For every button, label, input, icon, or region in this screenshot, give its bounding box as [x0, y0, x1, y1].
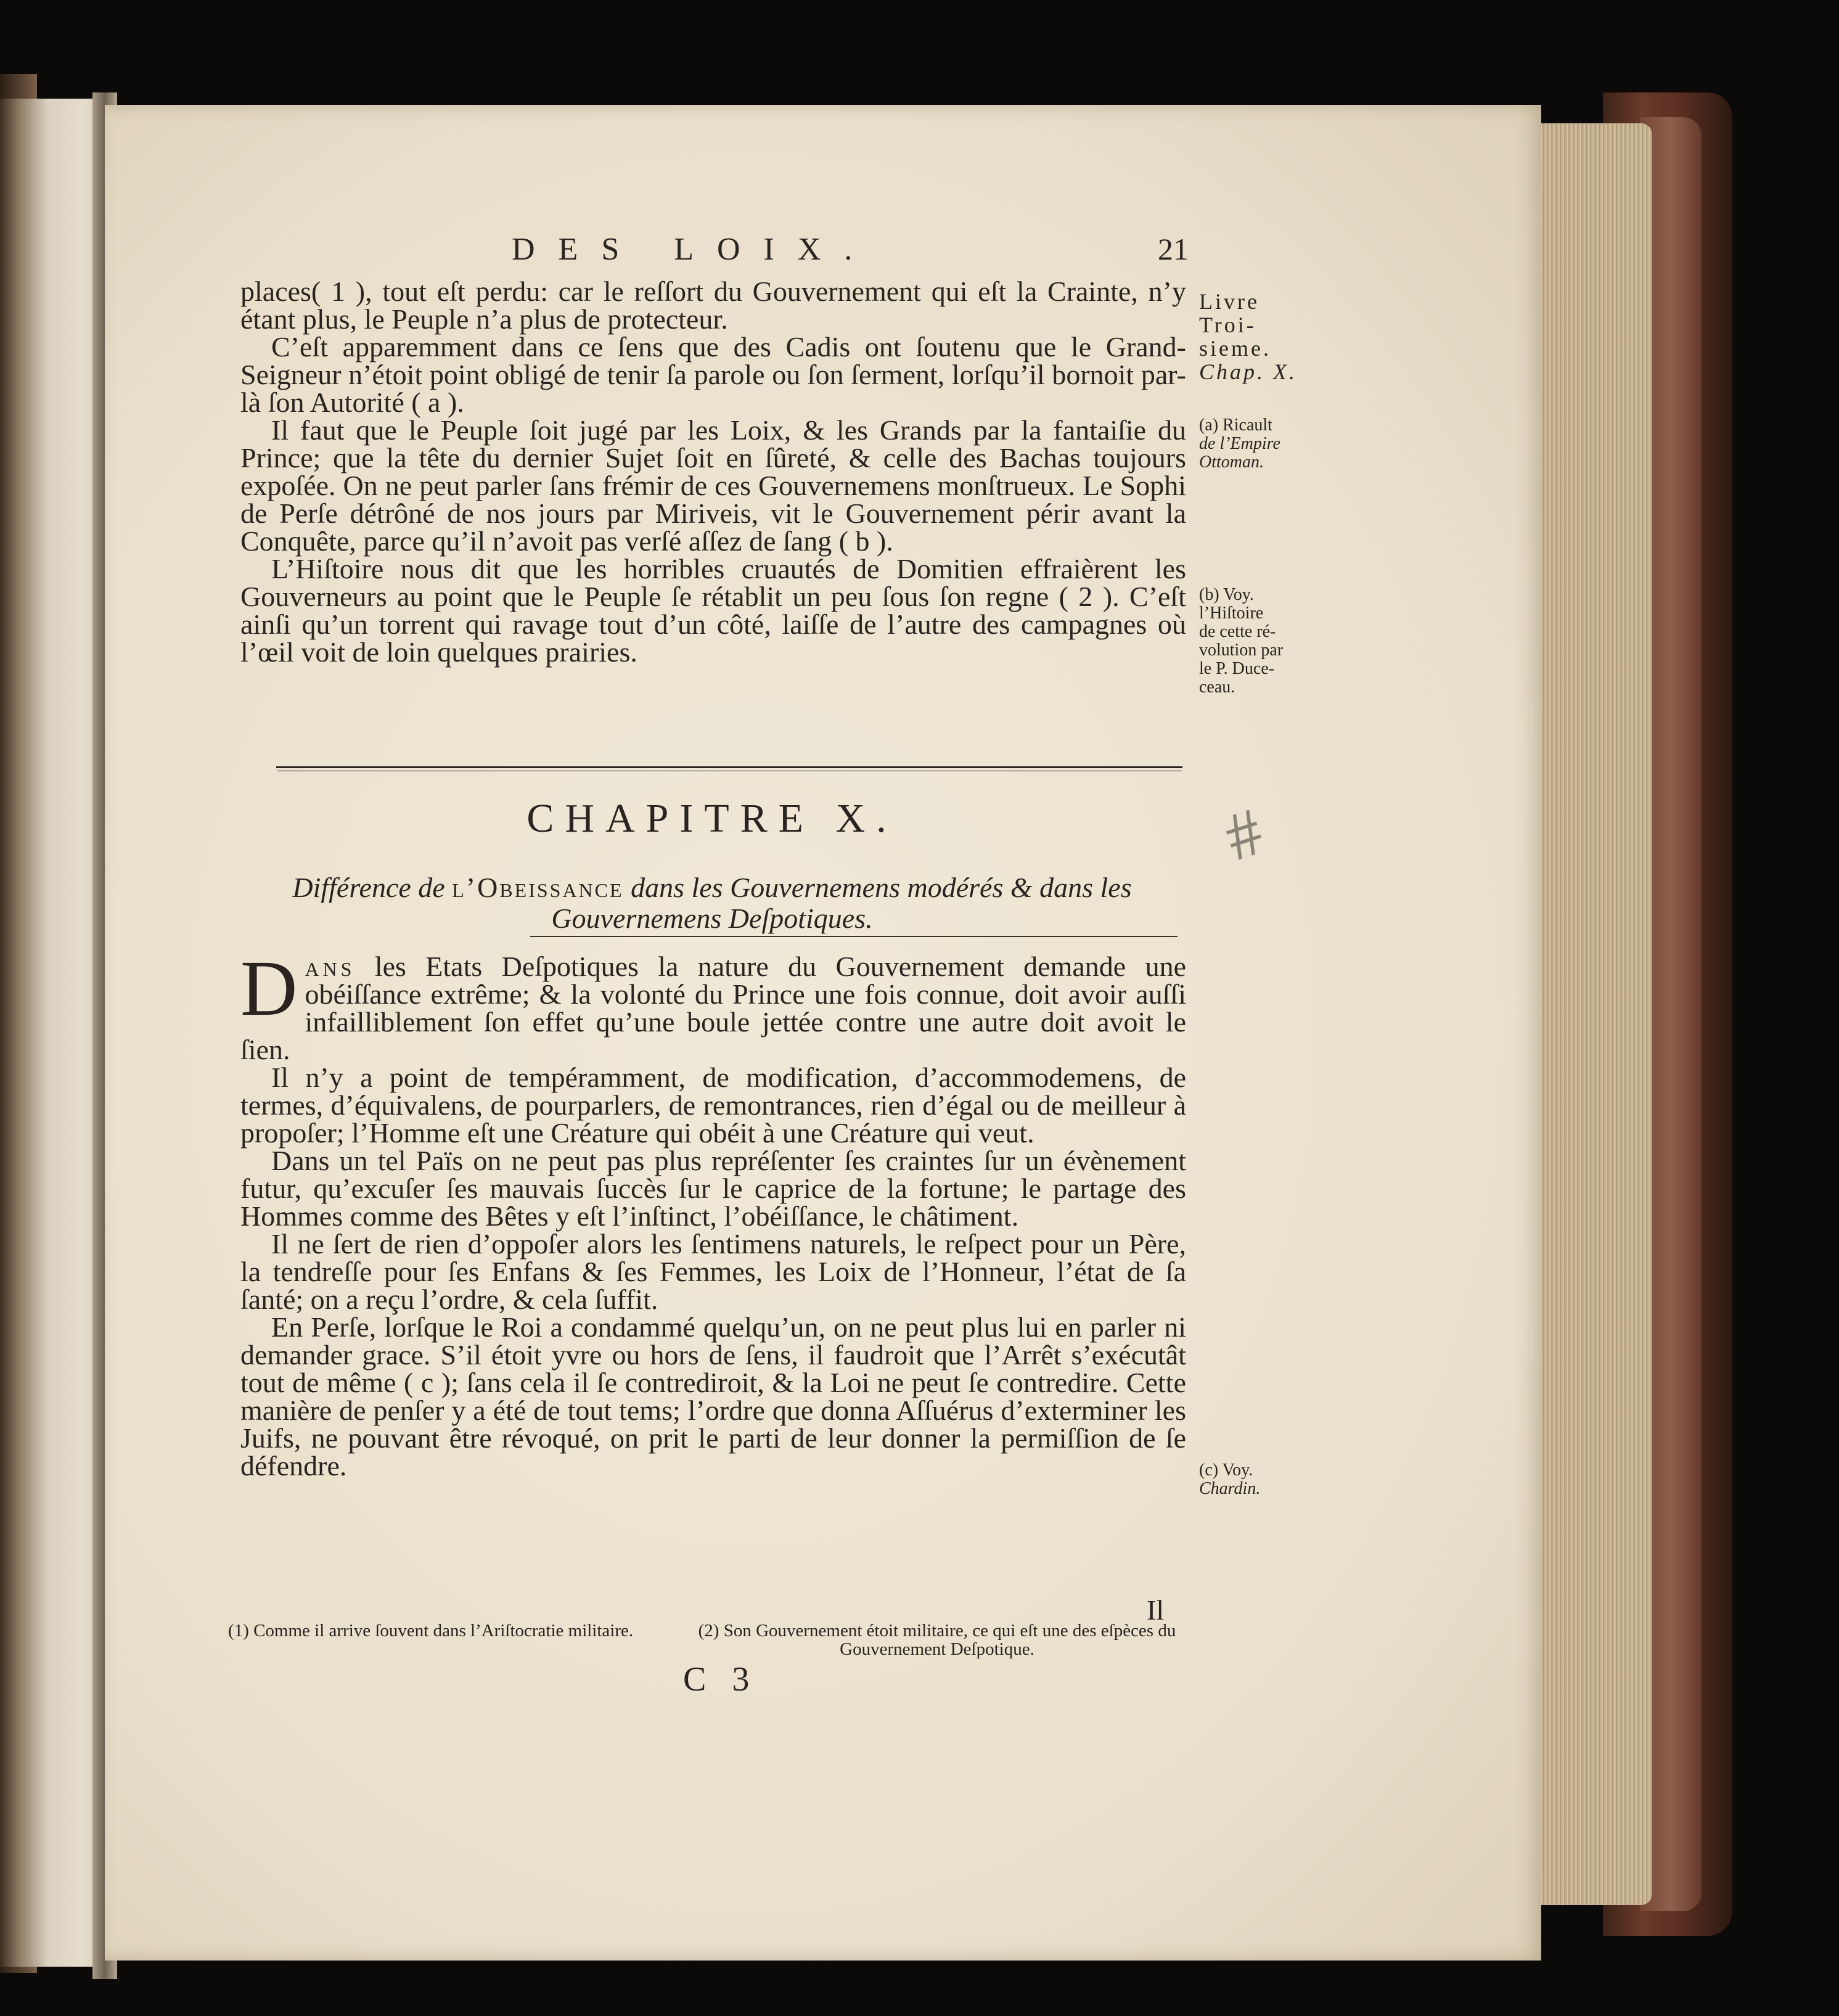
paragraph: Il n’y a point de tempéramment, de modification, d’accommodemens, de termes, d’équivalens, de pourparlers, de remontrances, rien d’égal ou de meilleur à propoſer; l’Homme eſt une Créature qui obéit à une Créature qui veut.	[240, 1062, 1186, 1149]
margin-line: Livre	[1199, 289, 1259, 314]
pencil-mark: #	[1216, 793, 1272, 875]
drop-cap: D	[240, 944, 298, 1032]
margin-line: (b) Voy.	[1199, 585, 1254, 604]
paragraph-text: les Etats Deſpotiques la nature du Gouvernement demande une obéiſſance extrême; & la volonté du Prince une fois connue, doit avoir auſſi infailliblement ſon effet qu’une boule jettée contre une autre doit avoit le ſien.	[240, 951, 1186, 1065]
footnote-1: (1) Comme il arrive ſouvent dans l’Ariſtocratie militaire.	[228, 1621, 634, 1641]
top-text-block	[240, 277, 1186, 666]
margin-line: Troi-	[1199, 313, 1256, 337]
margin-line: le P. Duce-	[1199, 659, 1275, 678]
margin-line: (a) Ricault	[1199, 416, 1272, 435]
margin-line: de cette ré-	[1199, 622, 1276, 641]
running-head: DES LOIX.	[512, 232, 876, 267]
margin-line: Ottoman.	[1199, 453, 1264, 472]
paragraph: Dans un tel Païs on ne peut pas plus repréſenter ſes craintes ſur un évènement futur, qu’excuſer ſes mauvais ſuccès ſur le caprice de la fortune; le partage des Hommes comme des Bêtes y eſt l’inſtinct, l’obéiſſance, le châtiment.	[240, 1145, 1186, 1232]
paragraph: L’Hiſtoire nous dit que les horribles cruautés de Domitien effraièrent les Gouverneurs au point que le Peuple ſe rétablit un peu ſous ſon regne ( 2 ). C’eſt ainſi qu’un torrent qui ravage tout d’un côté, laiſſe de l’autre des campagnes où l’œil voit de loin quelques prairies.	[240, 553, 1186, 668]
margin-note-b	[1199, 586, 1316, 697]
signature-mark: C 3	[683, 1660, 758, 1698]
paragraph: C’eſt apparemment dans ce ſens que des Cadis ont ſoutenu que le Grand-Seigneur n’étoit point obligé de tenir ſa parole ou ſon ſerment, lorſqu’il bornoit par-là ſon Autorité ( a ).	[240, 331, 1186, 418]
subtitle-smallcaps: l’Obeissance	[452, 872, 624, 903]
margin-line: volution par	[1199, 641, 1284, 660]
paragraph: En Perſe, lorſque le Roi a condammé quelqu’un, on ne peut plus lui en parler ni demander grace. S’il étoit yvre ou hors de ſens, il faudroit que l’Arrêt s’exécutât tout de même ( c ); ſans cela il ſe contrediroit, & la Loi ne peut ſe contredire. Cette manière de penſer y a été de tout tems; l’ordre que donna Aſſuérus d’exterminer les Juifs, ne pouvant être révoqué, on prit le parti de leur donner la permiſſion de ſe défendre.	[240, 1311, 1186, 1481]
section-rule	[276, 766, 1182, 768]
paragraph: places( 1 ), tout eſt perdu: car le reſſort du Gouvernement qui eſt la Crainte, n’y étant plus, le Peuple n’a plus de protecteur.	[240, 276, 1186, 335]
margin-line: l’Hiſtoire	[1199, 604, 1264, 623]
subtitle-part: Différence de	[292, 872, 453, 903]
chapter-text-block	[240, 944, 1186, 1481]
chapter-title: CHAPITRE X.	[526, 796, 898, 841]
footnote-2: (2) Son Gouvernement étoit militaire, ce qui eſt une des eſpèces du Gouvernement Deſpotique.	[698, 1621, 1176, 1659]
paragraph	[240, 944, 1186, 1065]
margin-line: sieme.	[1199, 336, 1271, 361]
paragraph: Il faut que le Peuple ſoit jugé par les Loix, & les Grands par la fantaiſie du Prince; que la tête du dernier Sujet ſoit en ſûreté, & celle des Bachas toujours expoſée. On ne peut parler ſans frémir de ces Gouvernemens monſtrueux. Le Sophi de Perſe détrôné de nos jours par Miriveis, vit le Gouvernement périr avant la Conquête, parce qu’il n’avoit pas verſé aſſez de ſang ( b ).	[240, 414, 1186, 557]
margin-line: (c) Voy.	[1199, 1461, 1253, 1480]
margin-book-chapter	[1199, 290, 1316, 383]
subtitle-rule	[530, 936, 1178, 937]
margin-line: Chap. X.	[1199, 359, 1298, 384]
margin-note-a	[1199, 416, 1316, 472]
catchword: Il	[1147, 1594, 1165, 1626]
paragraph: Il ne ſert de rien d’oppoſer alors les ſentimens naturels, le reſpect pour un Père, la tendreſſe pour ſes Enfans & ſes Femmes, les Loix de l’Honneur, l’état de ſa ſanté; on a reçu l’ordre, & cela ſuffit.	[240, 1228, 1186, 1315]
small-caps-start: ans	[305, 951, 356, 982]
subtitle-part: dans les Gouvernemens modérés & dans les Gouvernemens Deſpotiques.	[551, 872, 1132, 934]
margin-line: de l’Empire	[1199, 434, 1280, 453]
margin-line: Chardin.	[1199, 1479, 1261, 1498]
margin-line: ceau.	[1199, 678, 1235, 697]
chapter-subtitle	[240, 872, 1184, 934]
page-number: 21	[1158, 232, 1189, 266]
margin-note-c	[1199, 1461, 1316, 1498]
